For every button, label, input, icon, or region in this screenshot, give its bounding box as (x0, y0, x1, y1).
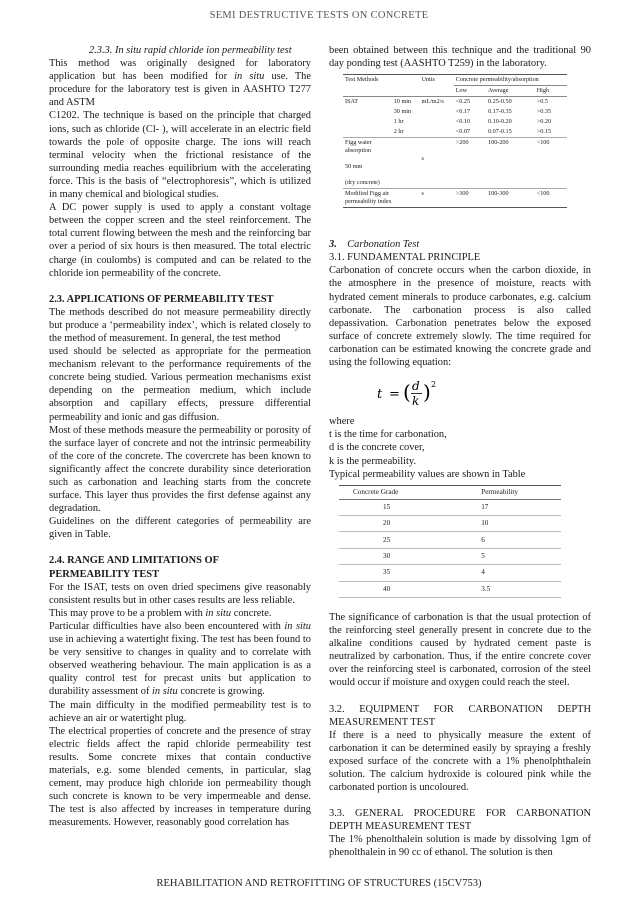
table-header: Average (486, 86, 535, 97)
table-row: 1 hr <0.10 0.10-0.20 >0.20 (393, 118, 552, 126)
table-header: Units (421, 76, 435, 84)
table-row: ISAT 10 min mL/m2/s <0.25 0.25-0.50 >0.5 (345, 98, 548, 106)
table-row: 35 4 (339, 565, 561, 581)
eq-equals: = (389, 387, 400, 403)
table-row: Modified Figg air permeability index s >300 100-300 <100 (343, 189, 567, 208)
eq-t: t (377, 387, 383, 403)
paragraph: If there is a need to physically measure the extent of carbonation it can be determined easily by spraying a freshly exposed surface of the concrete with a 1% phenolphthalein solution. The calcium hydroxide is coloured pink while the carbonated portion is uncoloured. (329, 729, 591, 794)
table-row: 30 5 (339, 548, 561, 564)
section-3-3-title: 3.3. GENERAL PROCEDURE FOR CARBONATION DEPTH MEASUREMENT TEST (329, 808, 591, 833)
section-2-3-3-title: 2.3.3. In situ rapid chloride ion permeability test (89, 45, 292, 56)
table-header: Concrete permeability/absorption (454, 75, 567, 86)
permeability-categories-table (343, 74, 567, 208)
eq-k: k (412, 394, 420, 406)
table-header: Concrete Grade (339, 485, 431, 499)
paragraph: been obtained between this technique and the traditional 90 day ponding test (AASHTO T259) in the laboratory. (329, 45, 591, 70)
table-header: Test Methods (345, 76, 379, 84)
definition-d: d is the concrete cover, (329, 442, 425, 454)
eq-d: d (412, 379, 420, 394)
definition-k: k is the permeability. (329, 455, 417, 467)
eq-paren-close: ) (423, 380, 431, 405)
paragraph: A DC power supply is used to apply a constant voltage between the copper screen and the steel reinforcement. The total current flowing between the mesh and the reinforcing bar over a period of six hours is then measured. The total electric charge (in coulombs) is computed and can be related to the chloride ion permeability of the concrete. (49, 202, 311, 279)
table-row: 2 hr <0.07 0.07-0.15 >0.15 (393, 128, 552, 136)
table-row: 15 17 (339, 499, 561, 515)
table-header: Permeability (431, 485, 561, 499)
paragraph: The 1% phenolthalein solution is made by dissolving 1gm of phenolthalein in 90 cc of ethanol. The solution is then (329, 834, 591, 859)
paragraph: Guidelines on the different categories of permeability are given in Table. (49, 516, 311, 541)
paragraph: The main difficulty in the modified permeability test is to achieve an air or watertight plug. (49, 699, 311, 724)
paragraph: This method was originally designed for laboratory application but has been modified for in situ use. The procedure for the laboratory test is given in AASHTO T277 and ASTM (49, 58, 311, 109)
definition-t: t is the time for carbonation, (329, 429, 447, 441)
paragraph: The electrical properties of concrete and the presence of stray electric fields affect the rapid chloride permeability test results. Some concrete mixes that contain conductive materials, e.g. some blended cements, in particular, slag cement, may produce high chloride ion permeability though such concrete is known to be very impermeable and dense. The test is also affected by increases in temperature during measurements. However, reasonably good correlation has (49, 725, 311, 829)
paragraph: Particular difficulties have also been encountered with in situ use in achieving a watertight fixing. The test has been found to be very sensitive to changes in quality and to correlate with observed weathering behaviour. The main application is as a quality control test for precast units but application to durability assessment of in situ concrete is growing. (49, 620, 311, 698)
table-header: High (535, 86, 567, 97)
section-3-title: 3. Carbonation Test (329, 239, 420, 251)
eq-paren-open: ( (403, 380, 411, 405)
section-3-2-title: 3.2. EQUIPMENT FOR CARBONATION DEPTH MEASUREMENT TEST (329, 703, 591, 728)
paragraph: For the ISAT, tests on oven dried specimens give reasonably consistent results but in other cases results are less reliable. (49, 581, 311, 606)
section-2-3-title: 2.3. APPLICATIONS OF PERMEABILITY TEST (49, 293, 274, 305)
carbonation-equation (377, 379, 497, 405)
paragraph: C1202. The technique is based on the principle that charged ions, such as chloride (Cl- ), will accelerate in an electric field towards the pole of opposite charge. The ions will reach terminal velocity when the frictional resistance of the surrounding media reaches equilibrium with the accelerating force. This is the basis of “electrophoresis”, which is utilized in many chemical and biological studies. (49, 110, 311, 201)
right-column (329, 44, 591, 860)
page-footer: REHABILITATION AND RETROFITTING OF STRUCTURES (15CV753) (156, 878, 482, 889)
table-row: 25 6 (339, 532, 561, 548)
paragraph: Most of these methods measure the permeability or porosity of the surface layer of concrete and not the intrinsic permeability of the core of the concrete. The covercrete has been known to significantly affect the concrete durability since deterioration such as carbonation and leaching starts from the concrete surface. This layer thus provides the first defense against any degradation. (49, 424, 311, 515)
page-header: SEMI DESTRUCTIVE TESTS ON CONCRETE (209, 10, 429, 21)
table-reference: Typical permeability values are shown in Table (329, 468, 526, 480)
paragraph: This may prove to be a problem with in situ concrete. (49, 607, 272, 619)
eq-exponent: 2 (431, 380, 437, 390)
permeability-values-table (339, 485, 561, 598)
where-label: where (329, 416, 355, 428)
table-row: 30 min <0.17 0.17-0.35 >0.35 (393, 108, 552, 116)
table-row: 20 10 (339, 516, 561, 532)
section-3-1-title: 3.1. FUNDAMENTAL PRINCIPLE (329, 252, 481, 264)
paragraph: used should be selected as appropriate for the permeation mechanism relevant to the performance requirements of the concrete being studied. Various permeation mechanisms exist depending on the permeation medium, which include absorption and capillary effects, pressure differential permeability and ionic and gas diffusion. (49, 346, 311, 423)
paragraph: The methods described do not measure permeability directly but produce a ‘permeability index’, which is related closely to the method of measurement. In general, the test method (49, 306, 311, 344)
left-column (49, 44, 311, 829)
table-row: Figg water absorption 50 mm (dry concrete) s >200 100-200 <100 (343, 138, 567, 189)
section-2-4-title: 2.4. RANGE AND LIMITATIONS OF PERMEABILITY TEST (49, 555, 219, 580)
table-row: 40 3.5 (339, 581, 561, 597)
table-header: Low (454, 86, 486, 97)
paragraph: Carbonation of concrete occurs when the carbon dioxide, in the atmosphere in the presence of moisture, reacts with hydrated cement minerals to produce carbonates, e.g. calcium carbonate. The carbonation process is also called depassivation. Carbonation penetrates below the exposed surface of concrete extremely slowly. The time required for carbonation can be estimated knowing the concrete grade and using the following equation: (329, 265, 591, 369)
paragraph: The significance of carbonation is that the usual protection of the reinforcing steel generally present in concrete due to the alkaline conditions caused by hydrated cement paste is neutralized by carbonation. Thus, if the entire concrete cover over the reinforcing steel is carbonated, corrosion of the steel would occur if moisture and oxygen could reach the steel. (329, 611, 591, 689)
